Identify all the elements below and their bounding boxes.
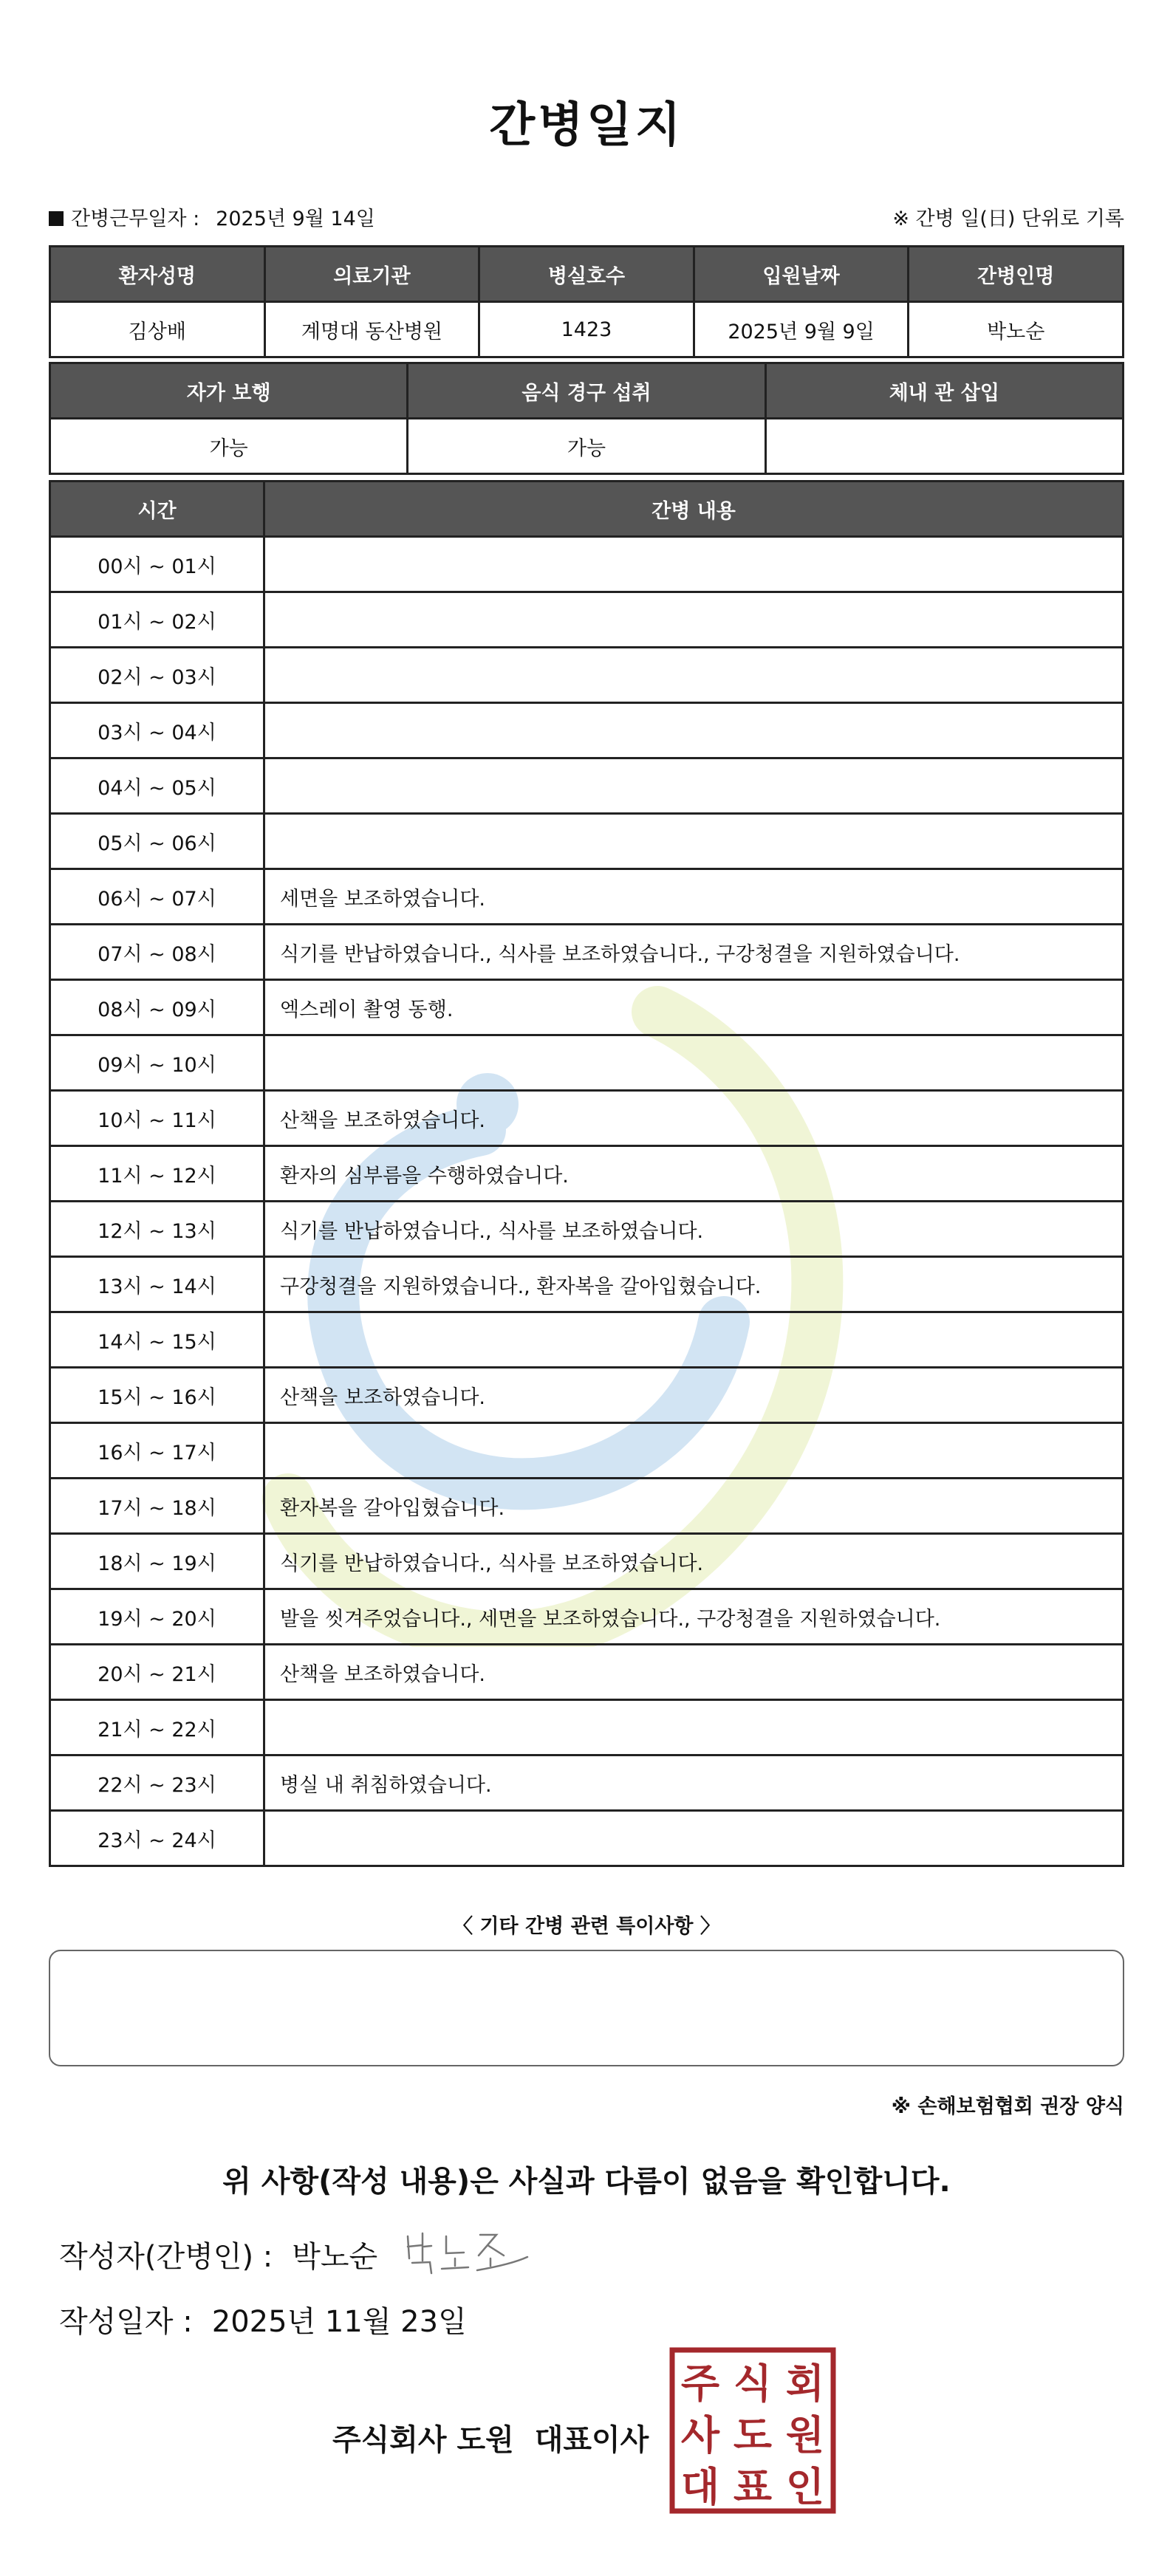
care-log-table: [49, 480, 1124, 1867]
writer-label: 작성자(간병인) :: [59, 2240, 273, 2274]
svg-text:표: 표: [733, 2464, 773, 2510]
header-caregiver: 간병인명: [909, 247, 1124, 302]
log-time: 01시 ~ 02시: [50, 592, 264, 648]
log-time: 16시 ~ 17시: [50, 1423, 264, 1479]
log-time: 02시 ~ 03시: [50, 648, 264, 703]
log-time: 09시 ~ 10시: [50, 1035, 264, 1091]
log-time: 07시 ~ 08시: [50, 925, 264, 980]
oral-intake-value: 가능: [408, 419, 765, 474]
patient-info-table: [49, 245, 1124, 358]
log-time: 12시 ~ 13시: [50, 1202, 264, 1257]
header-room: 병실호수: [479, 247, 694, 302]
form-note: ※ 손해보험협회 권장 양식: [891, 2095, 1124, 2118]
log-content: [264, 1035, 1124, 1091]
svg-text:식: 식: [733, 2360, 773, 2407]
log-content: [264, 1700, 1124, 1755]
log-content: 식기를 반납하였습니다., 식사를 보조하였습니다.: [264, 1202, 1124, 1257]
tube-value: [765, 419, 1123, 474]
log-row: [50, 1811, 1124, 1866]
header-care-content: 간병 내용: [264, 482, 1124, 537]
record-unit-note: ※ 간병 일(日) 단위로 기록: [892, 208, 1124, 230]
log-time: 03시 ~ 04시: [50, 703, 264, 758]
walking-value: 가능: [50, 419, 408, 474]
log-row: [50, 1755, 1124, 1811]
svg-text:원: 원: [785, 2412, 825, 2459]
log-time: 15시 ~ 16시: [50, 1368, 264, 1423]
handwritten-signature: [400, 2220, 533, 2279]
log-row: [50, 1700, 1124, 1755]
header-walking: 자가 보행: [50, 363, 408, 419]
log-time: 23시 ~ 24시: [50, 1811, 264, 1866]
log-row: [50, 758, 1124, 814]
status-value-row: [50, 419, 1124, 474]
status-header-row: [50, 363, 1124, 419]
company-seal: [669, 2347, 836, 2514]
log-time: 10시 ~ 11시: [50, 1091, 264, 1146]
log-time: 04시 ~ 05시: [50, 758, 264, 814]
page-title: 간병일지: [489, 98, 684, 153]
log-time: 13시 ~ 14시: [50, 1257, 264, 1312]
log-row: [50, 1035, 1124, 1091]
log-time: 17시 ~ 18시: [50, 1479, 264, 1534]
log-content: 산책을 보조하였습니다.: [264, 1091, 1124, 1146]
log-content: [264, 1423, 1124, 1479]
svg-text:대: 대: [680, 2464, 720, 2510]
log-content: [264, 703, 1124, 758]
room-number: 1423: [479, 302, 694, 357]
log-content: [264, 1811, 1124, 1866]
svg-text:인: 인: [785, 2464, 825, 2510]
log-row: [50, 925, 1124, 980]
log-row: [50, 1091, 1124, 1146]
log-row: [50, 1589, 1124, 1645]
caregiver-name: 박노순: [909, 302, 1124, 357]
patient-header-row: [50, 247, 1124, 302]
hospital-name: 계명대 동산병원: [264, 302, 479, 357]
header-hospital: 의료기관: [264, 247, 479, 302]
log-row: [50, 980, 1124, 1035]
work-date: [49, 202, 375, 231]
log-content: [264, 1312, 1124, 1368]
log-content: 산책을 보조하였습니다.: [264, 1368, 1124, 1423]
log-row: [50, 648, 1124, 703]
log-row: [50, 814, 1124, 869]
log-row: [50, 1368, 1124, 1423]
log-time: 19시 ~ 20시: [50, 1589, 264, 1645]
log-content: [264, 592, 1124, 648]
log-content: 병실 내 취침하였습니다.: [264, 1755, 1124, 1811]
log-time: 06시 ~ 07시: [50, 869, 264, 925]
log-content: 산책을 보조하였습니다.: [264, 1645, 1124, 1700]
writer-name: 박노순: [292, 2240, 378, 2274]
header-oral-intake: 음식 경구 섭취: [408, 363, 765, 419]
remarks-title: 〈 기타 간병 관련 특이사항 〉: [453, 1915, 720, 1938]
log-content: 엑스레이 촬영 동행.: [264, 980, 1124, 1035]
patient-name: 김상배: [50, 302, 265, 357]
svg-text:회: 회: [785, 2360, 825, 2407]
admission-date: 2025년 9월 9일: [694, 302, 909, 357]
log-content: 환자복을 갈아입혔습니다.: [264, 1479, 1124, 1534]
company-name: 주식회사 도원: [332, 2423, 514, 2457]
log-row: [50, 1312, 1124, 1368]
work-date-label: 간병근무일자 :: [71, 208, 200, 230]
log-content: [264, 648, 1124, 703]
log-row: [50, 1423, 1124, 1479]
company-line: [332, 2416, 649, 2459]
header-time: 시간: [50, 482, 264, 537]
log-time: 11시 ~ 12시: [50, 1146, 264, 1202]
log-time: 21시 ~ 22시: [50, 1700, 264, 1755]
written-date-value: 2025년 11월 23일: [211, 2305, 467, 2339]
log-row: [50, 869, 1124, 925]
log-row: [50, 1645, 1124, 1700]
log-row: [50, 1257, 1124, 1312]
log-content: 구강청결을 지원하였습니다., 환자복을 갈아입혔습니다.: [264, 1257, 1124, 1312]
log-time: 05시 ~ 06시: [50, 814, 264, 869]
svg-text:도: 도: [733, 2412, 773, 2459]
log-row: [50, 1202, 1124, 1257]
log-time: 20시 ~ 21시: [50, 1645, 264, 1700]
log-row: [50, 703, 1124, 758]
header-patient-name: 환자성명: [50, 247, 265, 302]
log-row: [50, 1146, 1124, 1202]
log-content: 세면을 보조하였습니다.: [264, 869, 1124, 925]
header-admission-date: 입원날짜: [694, 247, 909, 302]
svg-text:주: 주: [680, 2360, 720, 2407]
log-header-row: [50, 482, 1124, 537]
log-content: [264, 537, 1124, 592]
square-bullet-icon: [49, 211, 64, 226]
log-row: [50, 1534, 1124, 1589]
log-content: 식기를 반납하였습니다., 식사를 보조하였습니다.: [264, 1534, 1124, 1589]
remarks-box: [49, 1950, 1124, 2066]
log-time: 18시 ~ 19시: [50, 1534, 264, 1589]
log-time: 14시 ~ 15시: [50, 1312, 264, 1368]
work-date-value: 2025년 9월 14일: [216, 208, 375, 230]
log-content: [264, 814, 1124, 869]
log-time: 00시 ~ 01시: [50, 537, 264, 592]
header-tube: 체내 관 삽입: [765, 363, 1123, 419]
log-content: 식기를 반납하였습니다., 식사를 보조하였습니다., 구강청결을 지원하였습니다.: [264, 925, 1124, 980]
log-content: 환자의 심부름을 수행하였습니다.: [264, 1146, 1124, 1202]
patient-status-table: [49, 362, 1124, 475]
patient-value-row: [50, 302, 1124, 357]
log-row: [50, 1479, 1124, 1534]
log-content: [264, 758, 1124, 814]
svg-text:사: 사: [680, 2412, 720, 2459]
written-date-line: [59, 2298, 467, 2340]
writer-line: [59, 2233, 377, 2275]
log-content: 발을 씻겨주었습니다., 세면을 보조하였습니다., 구강청결을 지원하였습니다.: [264, 1589, 1124, 1645]
log-time: 08시 ~ 09시: [50, 980, 264, 1035]
log-time: 22시 ~ 23시: [50, 1755, 264, 1811]
confirmation-statement: 위 사항(작성 내용)은 사실과 다름이 없음을 확인합니다.: [222, 2165, 951, 2199]
log-row: [50, 537, 1124, 592]
written-date-label: 작성일자 :: [59, 2305, 193, 2339]
log-row: [50, 592, 1124, 648]
ceo-title: 대표이사: [534, 2423, 649, 2457]
